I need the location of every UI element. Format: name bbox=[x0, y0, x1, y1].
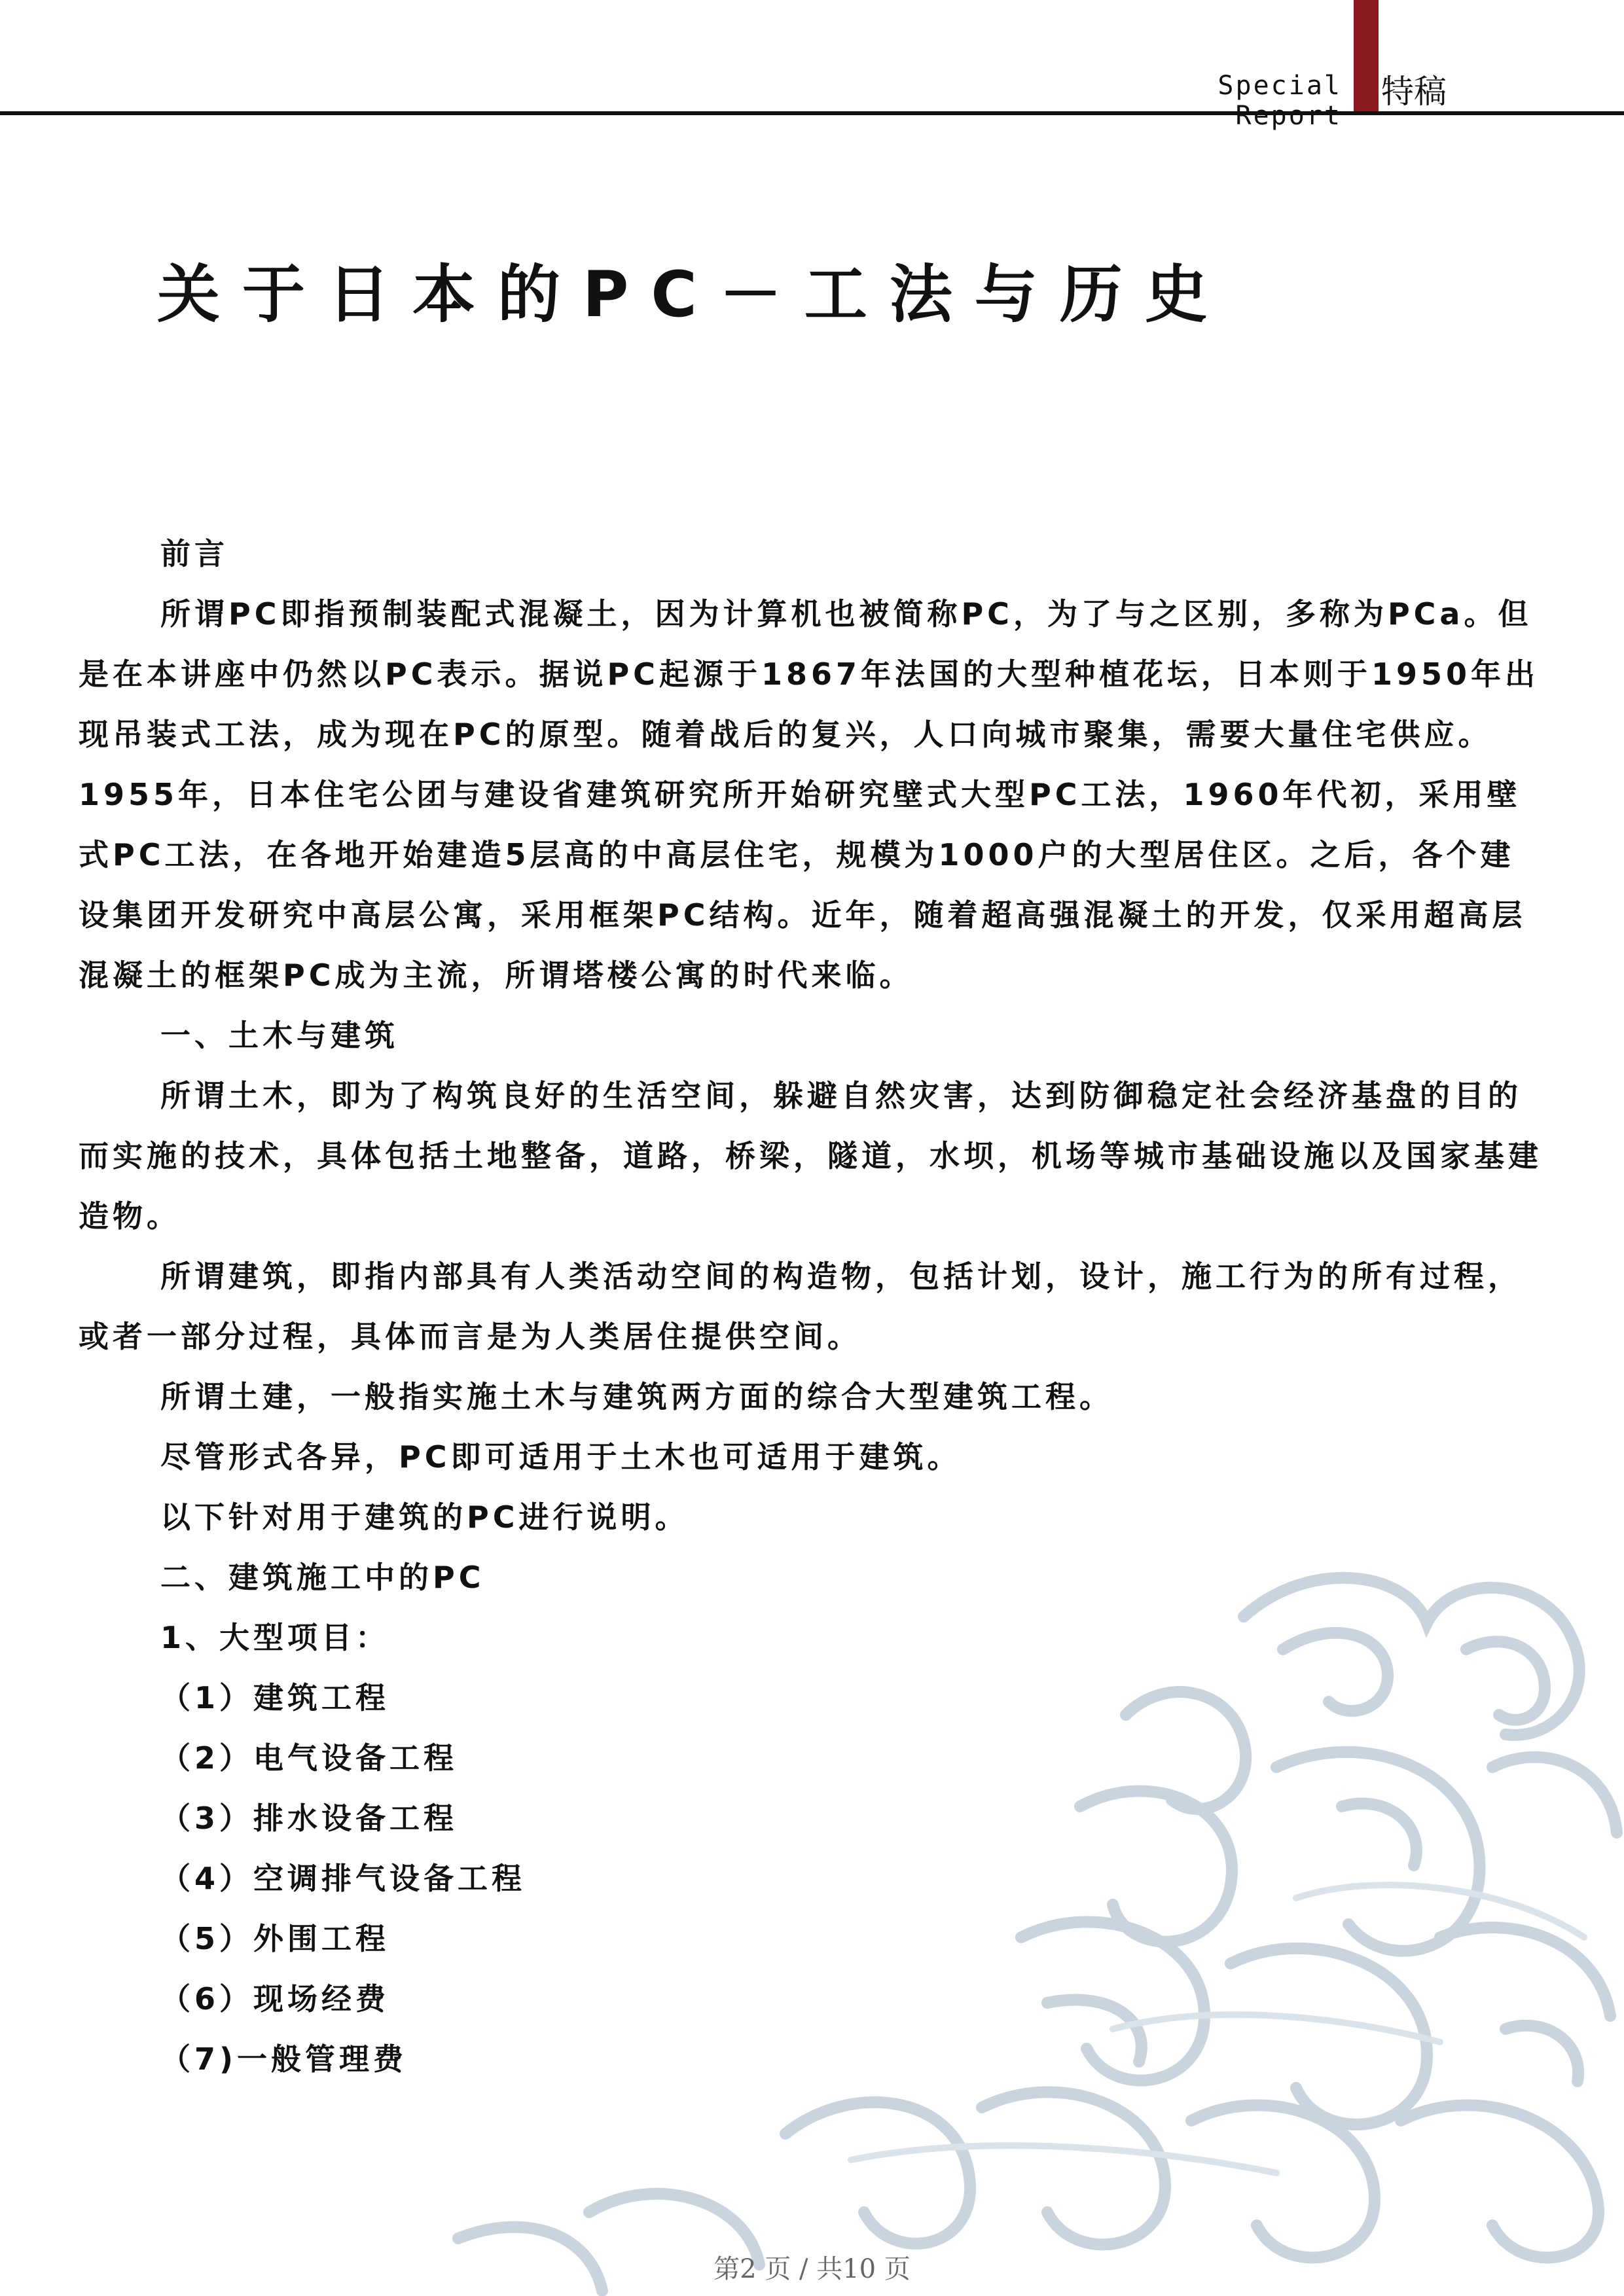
civil-paragraph: 所谓土木，即为了构筑良好的生活空间，躲避自然灾害，达到防御稳定社会经济基盘的目的而实施的技术，具体包括土地整备，道路，桥梁，隧道，水坝，机场等城市基础设施以及国家基建造物。 bbox=[79, 1078, 1542, 1234]
list-item: （2）电气设备工程 bbox=[160, 1740, 458, 1776]
list-item: （1）建筑工程 bbox=[160, 1680, 390, 1715]
subsection1-heading: 1、大型项目： bbox=[160, 1620, 390, 1655]
list-item: （6）现场经费 bbox=[160, 1981, 390, 2017]
pc-applicable-paragraph: 尽管形式各异，PC即可适用于土木也可适用于建筑。 bbox=[160, 1439, 962, 1475]
section2-heading: 二、建筑施工中的PC bbox=[160, 1560, 485, 1595]
page-number-footer: 第2 页 / 共10 页 bbox=[713, 2254, 911, 2284]
architecture-paragraph: 所谓建筑，即指内部具有人类活动空间的构造物，包括计划，设计，施工行为的所有过程，或者一部分过程，具体而言是为人类居住提供空间。 bbox=[79, 1259, 1522, 1354]
header-chinese-label: 特稿 bbox=[1381, 73, 1447, 111]
preface-heading: 前言 bbox=[160, 536, 228, 571]
preface-paragraph: 所谓PC即指预制装配式混凝土，因为计算机也被简称PC，为了与之区别，多称为PCa。但是在本讲座中仍然以PC表示。据说PC起源于1867年法国的大型种植花坛，日本则于1950年出现吊装式工法，成为现在PC的原型。随着战后的复兴，人口向城市聚集，需要大量住宅供应。1955年，日本住宅公团与建设省建筑研究所开始研究壁式大型PC工法，1960年代初，采用壁式PC工法，在各地开始建造5层高的中高层住宅，规模为1000户的大型居住区。之后，各个建设集团开发研究中高层公寓，采用框架PC结构。近年，随着超高强混凝土的开发，仅采用超高层混凝土的框架PC成为主流，所谓塔楼公寓的时代来临。 bbox=[79, 596, 1539, 993]
page-title: 关于日本的PC－工法与历史 bbox=[157, 258, 1230, 332]
list-item: （3）排水设备工程 bbox=[160, 1801, 458, 1836]
tujian-paragraph: 所谓土建，一般指实施土木与建筑两方面的综合大型建筑工程。 bbox=[160, 1379, 1113, 1414]
list-item: （5）外围工程 bbox=[160, 1921, 390, 1956]
following-paragraph: 以下针对用于建筑的PC进行说明。 bbox=[160, 1499, 689, 1535]
list-item: （7)一般管理费 bbox=[160, 2041, 408, 2077]
section1-heading: 一、土木与建筑 bbox=[160, 1018, 399, 1053]
article-body bbox=[79, 524, 1545, 2089]
list-item: （4）空调排气设备工程 bbox=[160, 1861, 526, 1896]
header-english-label: Special Report bbox=[1218, 71, 1342, 131]
